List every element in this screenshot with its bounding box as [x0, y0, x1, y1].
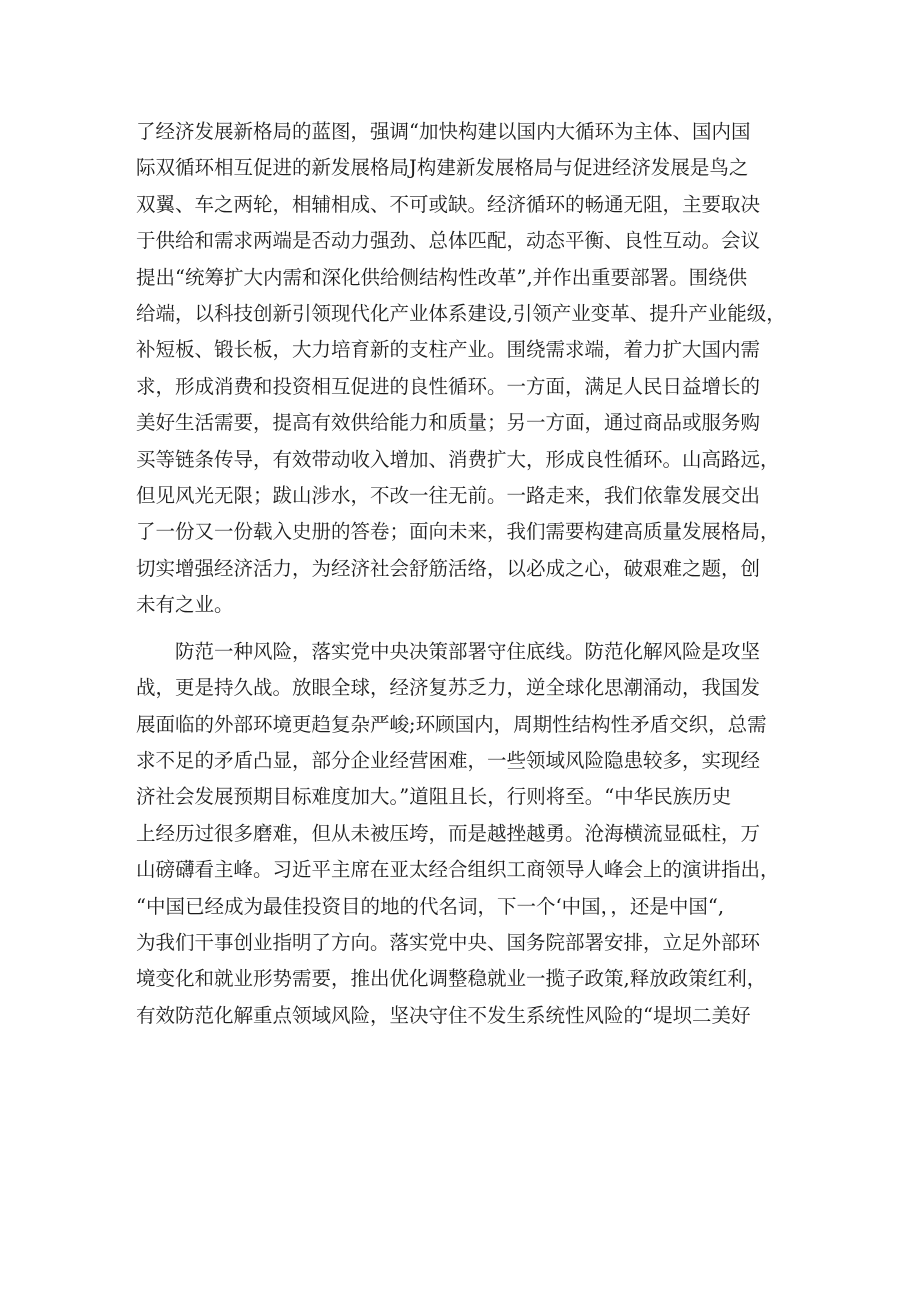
paragraph-1 — [136, 114, 796, 624]
text-line: 给端，以科技创新引领现代化产业体系建设,引领产业变革、提升产业能级， — [136, 302, 786, 326]
text-line: 山磅礴看主峰。习近平主席在亚太经合组织工商领导人峰会上的演讲指出， — [136, 858, 780, 882]
text-line: 未有之业。 — [136, 593, 234, 617]
text-line: 切实增强经济活力，为经济社会舒筋活络，以必成之心，破艰难之题，创 — [136, 556, 761, 580]
text-line: 买等链条传导，有效带动收入增加、消费扩大，形成良性循环。山高路远， — [136, 447, 780, 471]
text-line: 求，形成消费和投资相互促进的良性循环。一方面，满足人民日益增长的 — [136, 374, 761, 398]
text-line: 求不足的矛盾凸显，部分企业经营困难，一些领域风险隐患较多，实现经 — [136, 748, 761, 772]
text-line: 补短板、锻长板，大力培育新的支柱产业。围绕需求端，着力扩大国内需 — [136, 338, 761, 362]
text-line: 了经济发展新格局的蓝图，强调“加快构建以国内大循环为主体、国内国 — [136, 120, 751, 143]
text-line: 际双循环相互促进的新发展格局J构建新发展格局与促进经济发展是鸟之 — [136, 156, 749, 180]
text-line: 境变化和就业形势需要，推出优化调整稳就业一揽子政策,释放政策红利， — [136, 967, 767, 991]
text-line: 有效防范化解重点领域风险，坚决守住不发生系统性风险的“堤坝二美好 — [136, 1003, 751, 1027]
paragraph-2 — [136, 634, 796, 1034]
text-line: 展面临的外部环境更趋复杂严峻;环顾国内，周期性结构性矛盾交织，总需 — [136, 712, 767, 736]
text-line: 但见风光无限；跋山涉水，不改一往无前。一路走来，我们依靠发展交出 — [136, 484, 761, 508]
text-line: 于供给和需求两端是否动力强劲、总体匹配，动态平衡、良性互动。会议 — [136, 229, 761, 253]
text-line: 济社会发展预期目标难度加大。”道阻且长，行则将至。“中华民族历史 — [136, 785, 732, 809]
text-line-indented: 防范一种风险，落实党中央决策部署守住底线。防范化解风险是攻坚 — [175, 639, 761, 663]
text-line: 了一份又一份载入史册的答卷；面向未来，我们需要构建高质量发展格局， — [136, 520, 780, 544]
text-line: 美好生活需要，提高有效供给能力和质量；另一方面，通过商品或服务购 — [136, 411, 761, 435]
text-line: 双翼、车之两轮，相辅相成、不可或缺。经济循环的畅通无阻，主要取决 — [136, 192, 761, 216]
text-line: 上经历过很多磨难，但从未被压垮，而是越挫越勇。沧海横流显砥柱，万 — [136, 821, 761, 845]
text-line: 为我们干事创业指明了方向。落实党中央、国务院部署安排，立足外部环 — [136, 930, 761, 954]
text-line: 提出“统筹扩大内需和深化供给侧结构性改革”,并作出重要部署。围绕供 — [136, 265, 748, 289]
text-line: “中国已经成为最佳投资目的地的代名词，下一个‘中国，，还是中国“, — [136, 894, 725, 918]
body-text — [136, 114, 796, 1034]
text-line: 战，更是持久战。放眼全球，经济复苏乏力，逆全球化思潮涌动，我国发 — [136, 676, 761, 700]
